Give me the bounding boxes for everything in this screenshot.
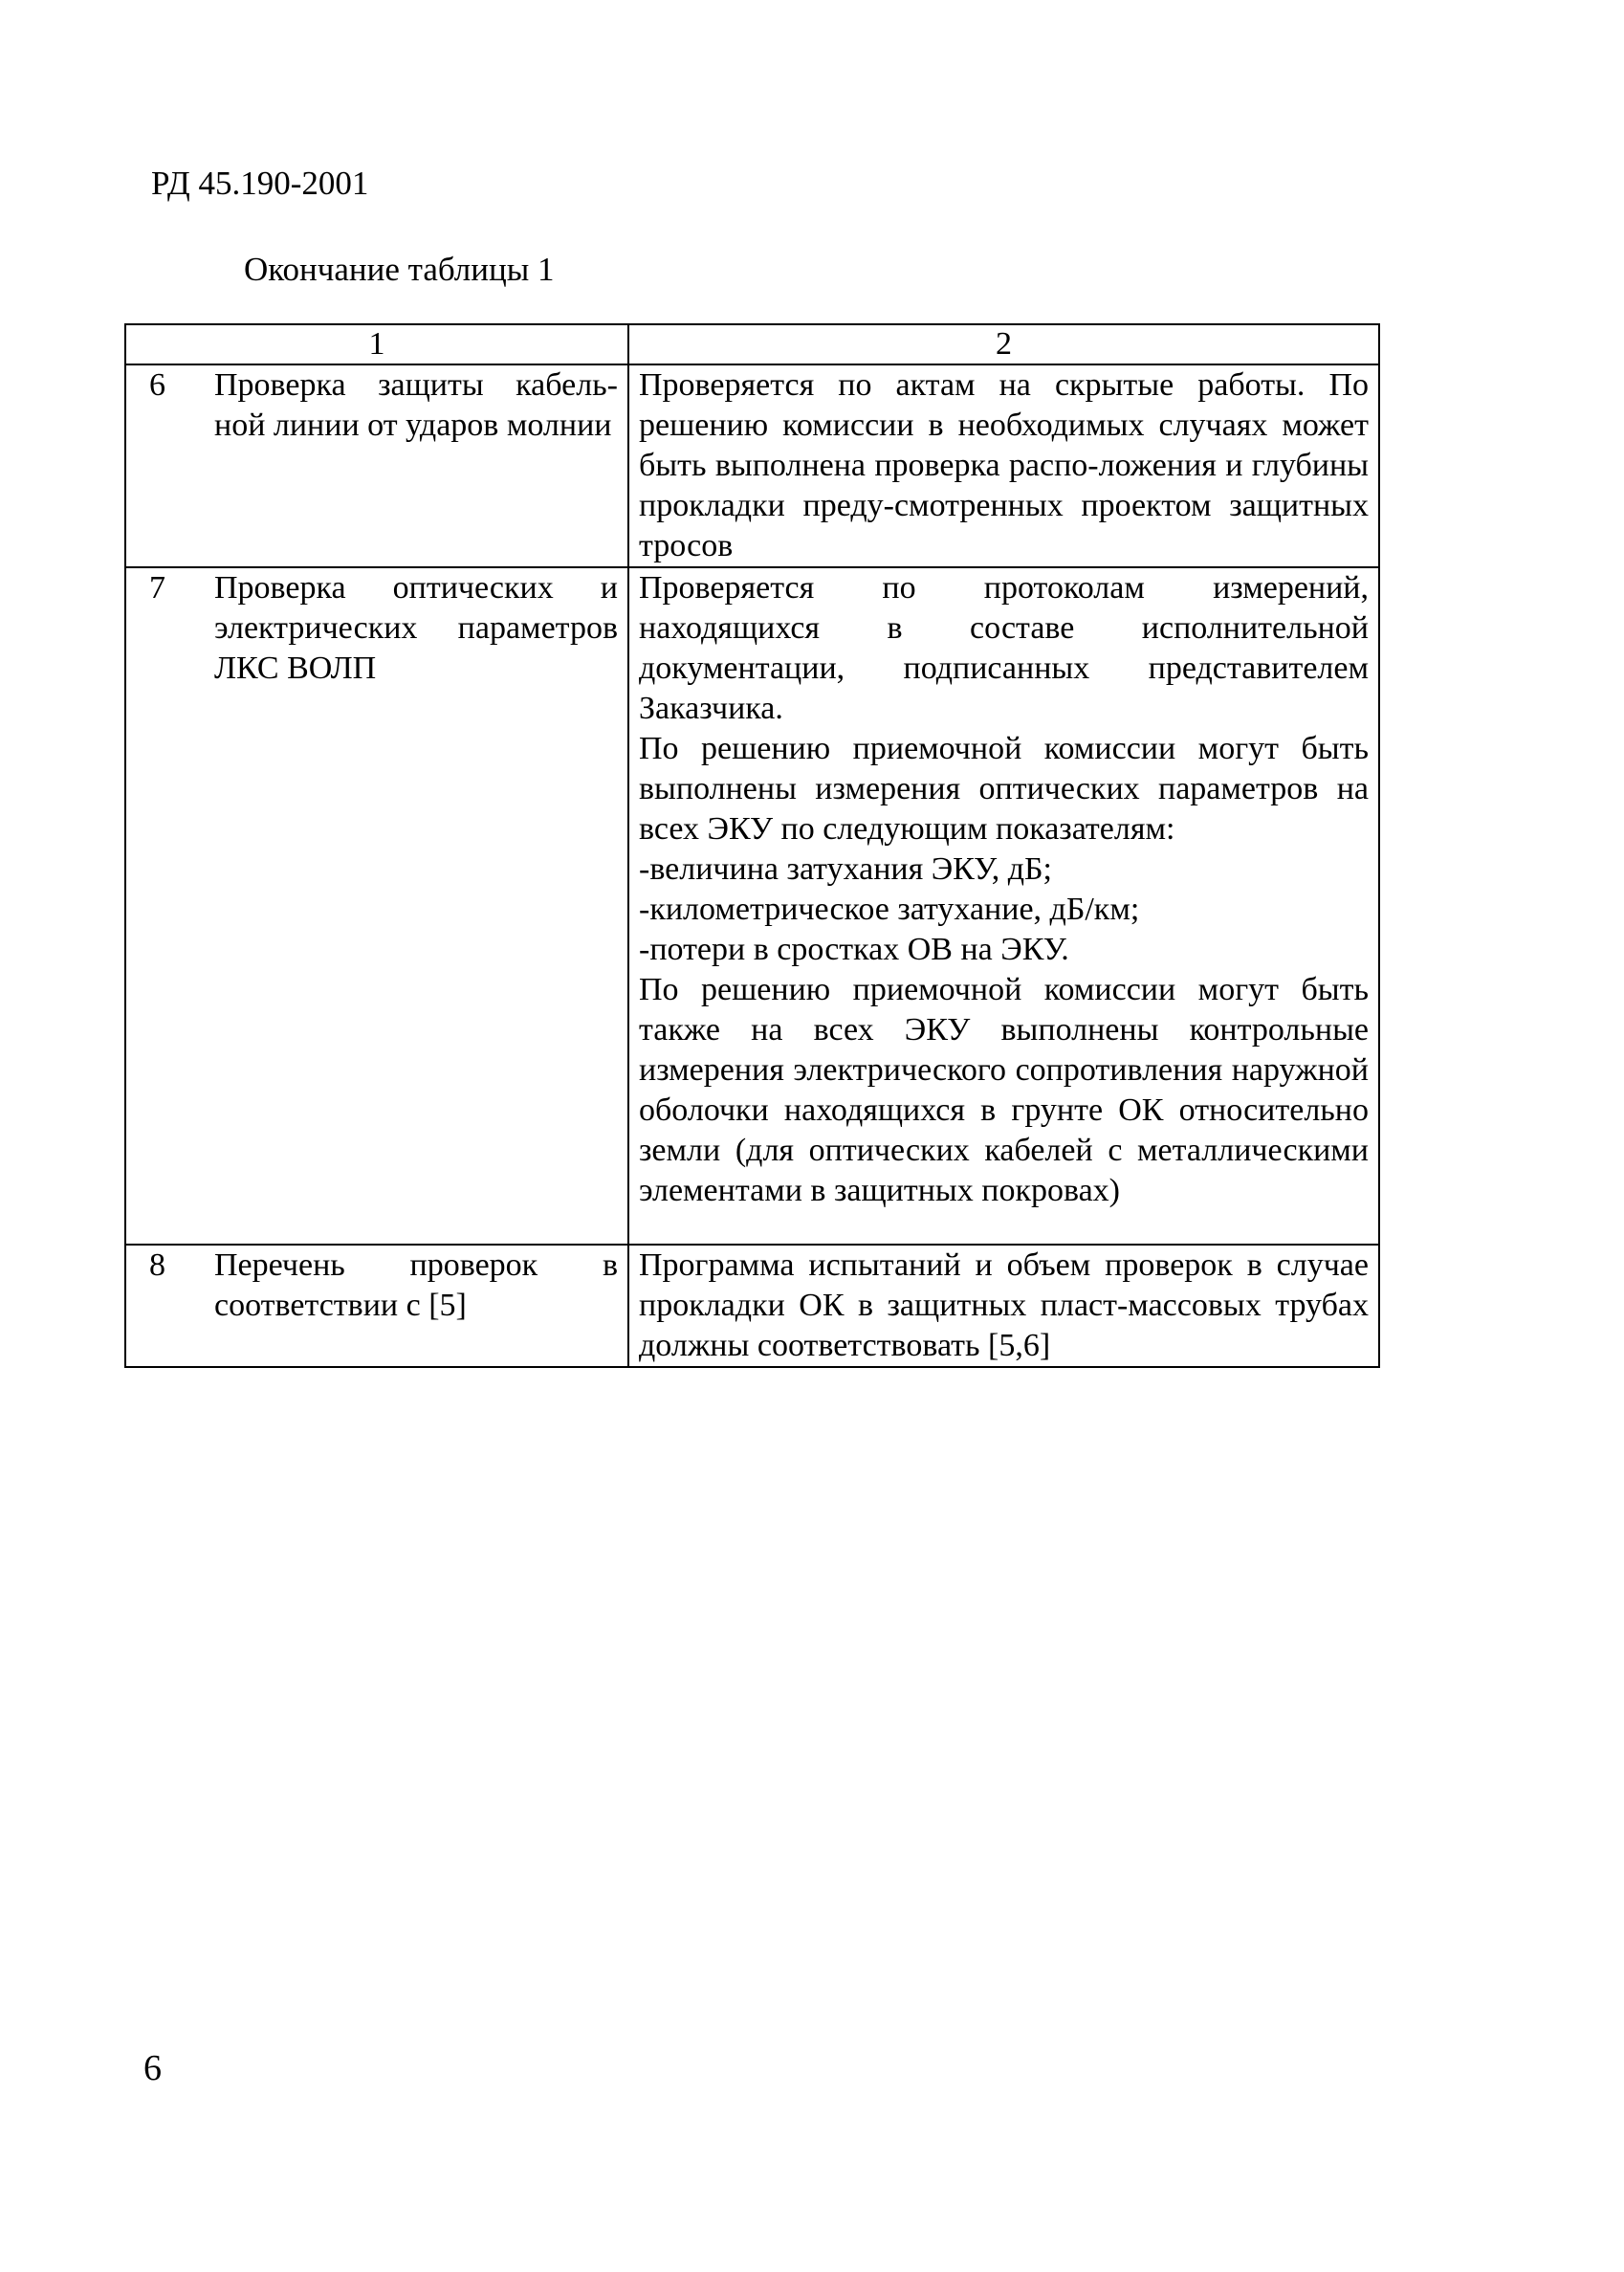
row-8-description [628,1245,1379,1367]
column-header-1: 1 [125,324,628,364]
row-7-paragraph-3: По решению приемочной комиссии могут быть также на всех ЭКУ выполнены контрольные измерения электрического сопротивления наружной оболочки находящихся в грунте ОК относительно земли (для оптических кабелей с металлическими элементами в защитных покровах) [639,972,1369,1208]
row-6-check-cell [125,364,628,567]
row-6-description [628,364,1379,567]
row-6-paragraph: Проверяется по актам на скрытые работы. По решению комиссии в необходимых случаях может быть выполнена проверка распо-ложения и глубины прокладки преду-смотренных проектом защитных тросов [639,367,1369,563]
table-caption: Окончание таблицы 1 [244,251,555,288]
table-row-8 [125,1245,1379,1367]
row-7-bullet-1: -величина затухания ЭКУ, дБ; [639,851,1052,887]
row-7-check-cell [125,567,628,1245]
row-8-title: Перечень проверок в соответствии с [5] [214,1247,618,1323]
page-number: 6 [143,2048,162,2088]
document-code: РД 45.190-2001 [151,165,369,202]
row-7-description [628,567,1379,1245]
table-row-6 [125,364,1379,567]
row-6-title: Проверка защиты кабель-ной линии от ударов молнии [214,367,618,443]
row-7-title: Проверка оптических и электрических параметров ЛКС ВОЛП [214,570,618,686]
row-8-check-cell [125,1245,628,1367]
row-7-bullet-3: -потери в сростках ОВ на ЭКУ. [639,932,1069,967]
row-8-number: 8 [149,1247,165,1283]
row-7-paragraph-2: По решению приемочной комиссии могут быть выполнены измерения оптических параметров на всех ЭКУ по следующим показателям: [639,731,1369,847]
row-7-number: 7 [149,570,165,606]
row-6-number: 6 [149,367,165,403]
checks-table [124,323,1380,1368]
table-row-7 [125,567,1379,1245]
row-7-bullet-2: -километрическое затухание, дБ/км; [639,892,1140,927]
table-header-row [125,324,1379,364]
row-8-paragraph: Программа испытаний и объем проверок в случае прокладки ОК в защитных пласт-массовых трубах должны соответствовать [5,6] [639,1247,1369,1363]
row-7-paragraph-1: Проверяется по протоколам измерений, находящихся в составе исполнительной документации, подписанных представителем Заказчика. [639,570,1369,726]
column-header-2: 2 [628,324,1379,364]
